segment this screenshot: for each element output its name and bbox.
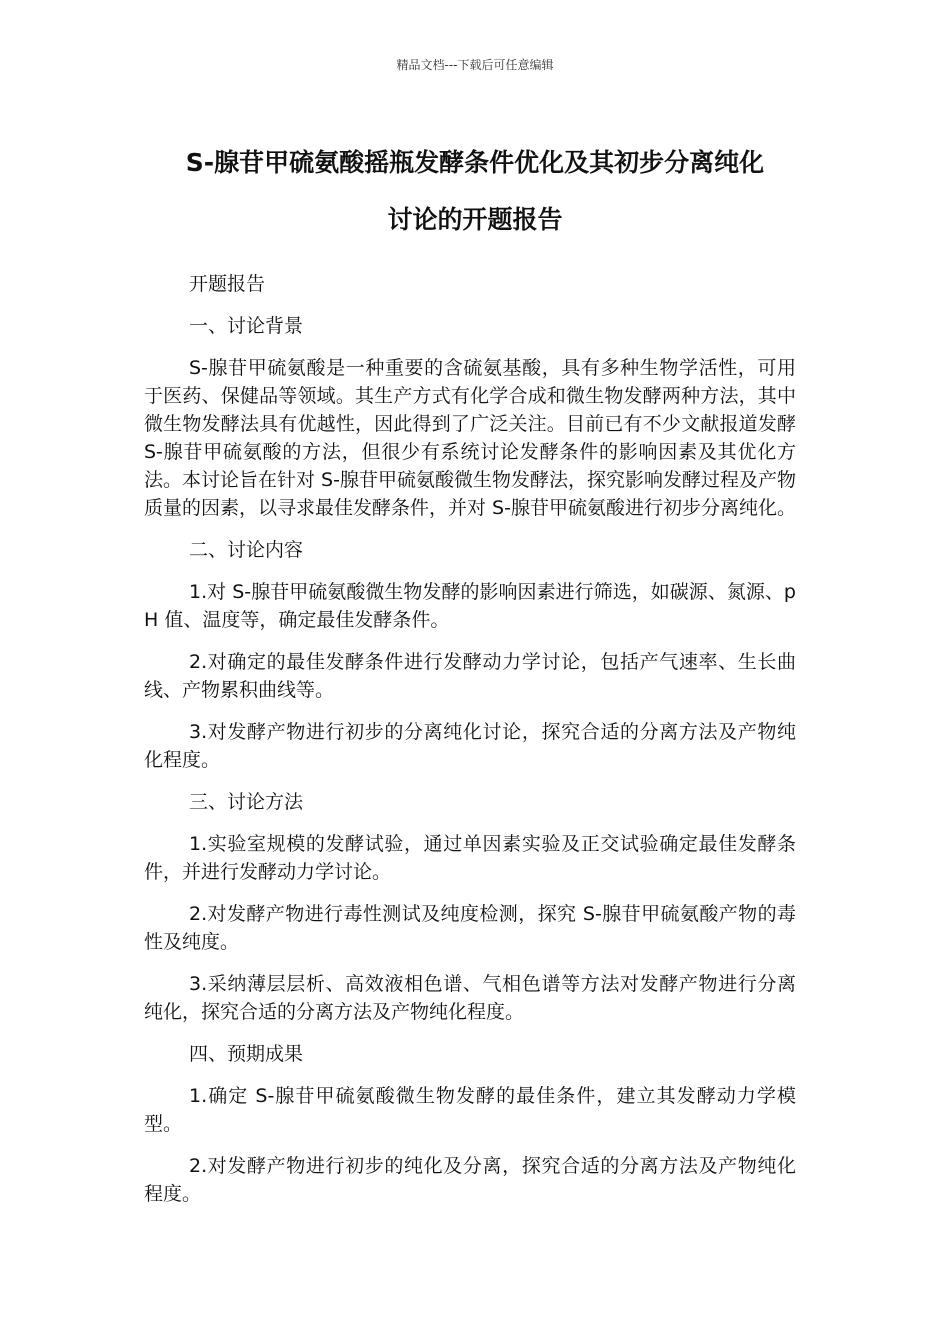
outcome-item-1: 1.确定 S-腺苷甲硫氨酸微生物发酵的最佳条件，建立其发酵动力学模型。: [144, 1085, 796, 1135]
title-line-2: 讨论的开题报告: [387, 205, 563, 234]
section-heading-outcomes: 四、预期成果: [189, 1043, 304, 1065]
content-item-3: 3.对发酵产物进行初步的分离纯化讨论，探究合适的分离方法及产物纯化程度。: [144, 721, 796, 771]
header-note: 精品文档---下载后可任意编辑: [396, 58, 554, 72]
outcome-item-2: 2.对发酵产物进行初步的纯化及分离，探究合适的分离方法及产物纯化程度。: [144, 1155, 796, 1205]
section-heading-content: 二、讨论内容: [189, 539, 304, 561]
background-paragraph: S-腺苷甲硫氨酸是一种重要的含硫氨基酸，具有多种生物学活性，可用于医药、保健品等领域。其生产方式有化学合成和微生物发酵两种方法，其中微生物发酵法具有优越性，因此得到了广泛关注。目前已有不少文献报道发酵 S-腺苷甲硫氨酸的方法，但很少有系统讨论发酵条件的影响因素及其优化方法。本讨论旨在针对 S-腺苷甲硫氨酸微生物发酵法，探究影响发酵过程及产物质量的因素，以寻求最佳发酵条件，并对 S-腺苷甲硫氨酸进行初步分离纯化。: [144, 357, 796, 519]
document-title: [120, 134, 830, 248]
report-label: 开题报告: [189, 273, 266, 295]
content-item-2: 2.对确定的最佳发酵条件进行发酵动力学讨论，包括产气速率、生长曲线、产物累积曲线等。: [144, 651, 796, 701]
document-body: [144, 270, 796, 1222]
title-line-1: S-腺苷甲硫氨酸摇瓶发酵条件优化及其初步分离纯化: [185, 148, 765, 177]
content-item-1: 1.对 S-腺苷甲硫氨酸微生物发酵的影响因素进行筛选，如碳源、氮源、pH 值、温度等，确定最佳发酵条件。: [144, 581, 796, 631]
method-item-3: 3.采纳薄层层析、高效液相色谱、气相色谱等方法对发酵产物进行分离纯化，探究合适的分离方法及产物纯化程度。: [144, 973, 796, 1023]
method-item-2: 2.对发酵产物进行毒性测试及纯度检测，探究 S-腺苷甲硫氨酸产物的毒性及纯度。: [144, 903, 796, 953]
section-heading-background: 一、讨论背景: [189, 315, 304, 337]
method-item-1: 1.实验室规模的发酵试验，通过单因素实验及正交试验确定最佳发酵条件，并进行发酵动力学讨论。: [144, 833, 796, 883]
section-heading-methods: 三、讨论方法: [189, 791, 304, 813]
